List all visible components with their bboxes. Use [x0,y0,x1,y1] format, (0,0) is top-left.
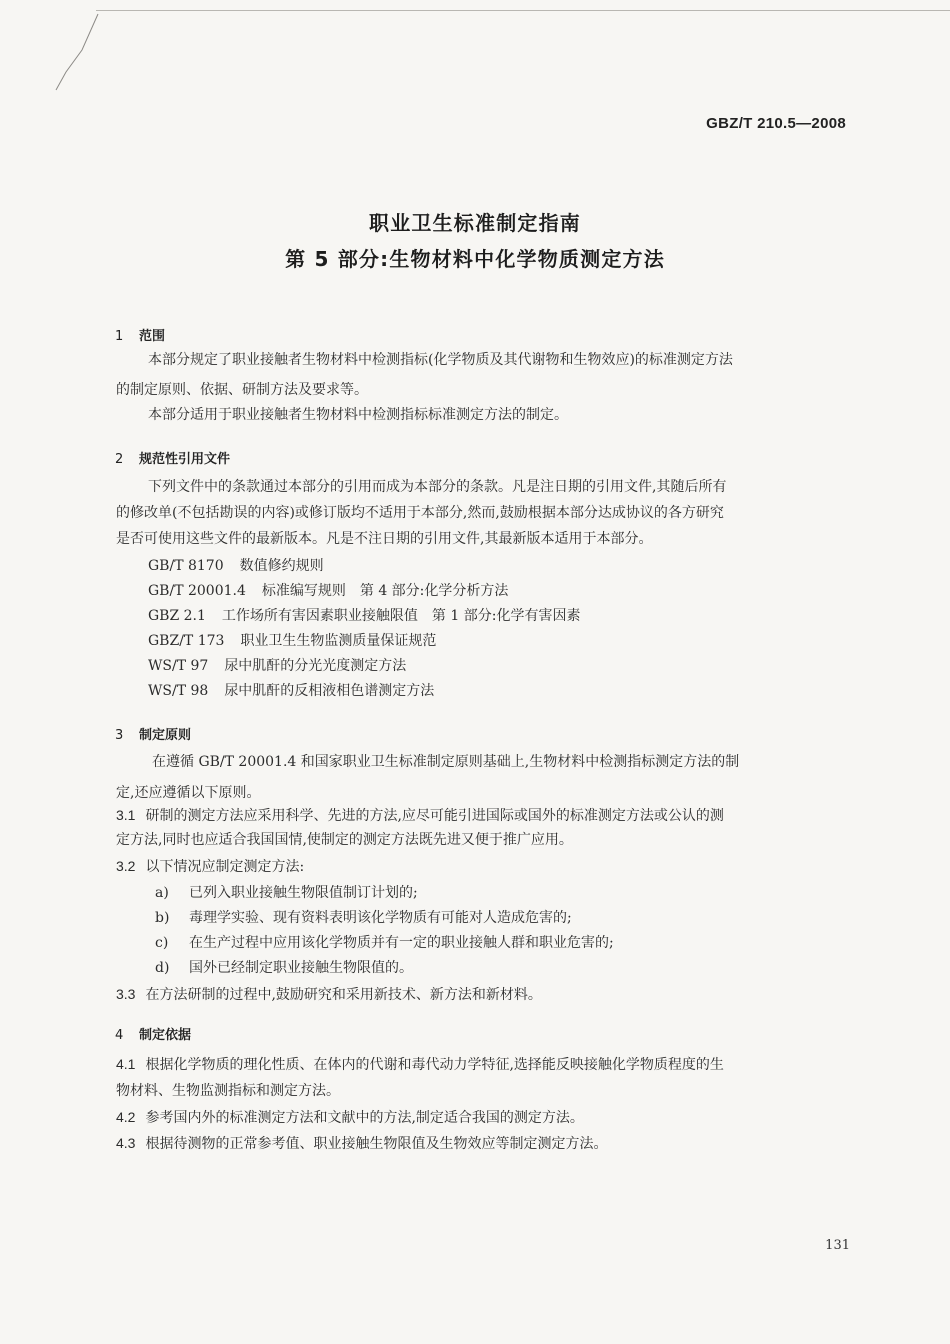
reference-code: GB/T 20001.4 [148,583,246,599]
reference-code: GB/T 8170 [148,558,224,574]
list-text: 在生产过程中应用该化学物质并有一定的职业接触人群和职业危害的; [189,935,614,951]
section-title: 规范性引用文件 [139,452,231,467]
reference-item [148,632,436,650]
document-title: 职业卫生标准制定指南 [369,211,581,235]
clause-text: 根据化学物质的理化性质、在体内的代谢和毒代动力学特征,选择能反映接触化学物质程度的生 [145,1057,724,1073]
section-title: 制定依据 [139,1028,192,1043]
reference-title: 尿中肌酐的反相液相色谱测定方法 [224,683,435,699]
clause-4-1 [116,1055,724,1074]
reference-title: 尿中肌酐的分光光度测定方法 [224,658,407,674]
section-title: 制定原则 [139,728,192,743]
reference-title: 标准编写规则 第 4 部分:化学分析方法 [261,583,509,599]
list-label: c) [155,935,169,951]
reference-item [148,657,406,675]
paragraph-line: 的制定原则、依据、研制方法及要求等。 [116,382,368,398]
list-item [155,909,572,927]
section-number: 3 [115,728,124,743]
paragraph-line: 在遵循 GB/T 20001.4 和国家职业卫生标准制定原则基础上,生物材料中检测指标测定方法的制 [152,754,740,770]
paragraph-line: 物材料、生物监测指标和测定方法。 [116,1083,340,1099]
list-label: b) [155,910,170,926]
list-text: 国外已经制定职业接触生物限值的。 [189,960,413,976]
section-number: 2 [115,452,124,467]
clause-text: 根据待测物的正常参考值、职业接触生物限值及生物效应等制定测定方法。 [145,1136,608,1152]
reference-title: 职业卫生生物监测质量保证规范 [240,633,437,649]
clause-number: 3.1 [116,807,136,823]
list-text: 已列入职业接触生物限值制订计划的; [189,885,418,901]
clause-number: 3.2 [116,858,136,874]
page-number: 131 [825,1238,850,1253]
section-title: 范围 [139,329,166,344]
clause-number: 4.3 [116,1135,136,1151]
section-number: 1 [115,329,124,344]
reference-title: 工作场所有害因素职业接触限值 第 1 部分:化学有害因素 [221,608,581,624]
clause-4-3 [116,1134,607,1153]
list-label: a) [155,885,169,901]
list-text: 毒理学实验、现有资料表明该化学物质有可能对人造成危害的; [189,910,572,926]
clause-text: 研制的测定方法应采用科学、先进的方法,应尽可能引进国际或国外的标准测定方法或公认的测 [145,808,724,824]
document-subtitle: 第 5 部分:生物材料中化学物质测定方法 [285,247,665,271]
section-number: 4 [115,1028,124,1043]
clause-number: 3.3 [116,986,136,1002]
scan-mark [52,10,102,95]
list-label: d) [155,960,170,976]
paragraph-line: 定,还应遵循以下原则。 [116,785,261,801]
list-item [155,884,418,902]
reference-item [148,557,324,575]
clause-number: 4.1 [116,1056,136,1072]
reference-title: 数值修约规则 [239,558,324,574]
section-1-heading [115,325,165,344]
clause-text: 以下情况应制定测定方法: [145,859,305,875]
paragraph-line: 是否可使用这些文件的最新版本。凡是不注日期的引用文件,其最新版本适用于本部分。 [116,531,653,547]
clause-3-1 [116,806,724,825]
reference-code: WS/T 98 [148,683,209,699]
clause-text: 在方法研制的过程中,鼓励研究和采用新技术、新方法和新材料。 [145,987,542,1003]
section-2-heading [115,448,230,467]
reference-code: GBZ 2.1 [148,608,206,624]
clause-text: 参考国内外的标准测定方法和文献中的方法,制定适合我国的测定方法。 [145,1110,584,1126]
standard-code: GBZ/T 210.5—2008 [706,115,846,132]
list-item [155,934,614,952]
list-item [155,959,413,977]
reference-item [148,607,580,625]
section-4-heading [115,1024,191,1043]
paragraph-line: 下列文件中的条款通过本部分的引用而成为本部分的条款。凡是注日期的引用文件,其随后所有 [148,479,727,495]
reference-code: GBZ/T 173 [148,633,225,649]
clause-number: 4.2 [116,1109,136,1125]
paragraph-line: 的修改单(不包括勘误的内容)或修订版均不适用于本部分,然而,鼓励根据本部分达成协议的各方研究 [116,505,724,521]
reference-item [148,682,434,700]
section-3-heading [115,724,191,743]
paragraph-line: 本部分适用于职业接触者生物材料中检测指标标准测定方法的制定。 [148,407,568,423]
reference-code: WS/T 97 [148,658,209,674]
reference-item [148,582,508,600]
clause-3-3 [116,985,542,1004]
top-edge-line [96,10,950,11]
clause-3-2 [116,857,304,876]
clause-4-2 [116,1108,584,1127]
paragraph-line: 本部分规定了职业接触者生物材料中检测指标(化学物质及其代谢物和生物效应)的标准测定方法 [148,352,733,368]
paragraph-line: 定方法,同时也应适合我国国情,使制定的测定方法既先进又便于推广应用。 [116,832,573,848]
